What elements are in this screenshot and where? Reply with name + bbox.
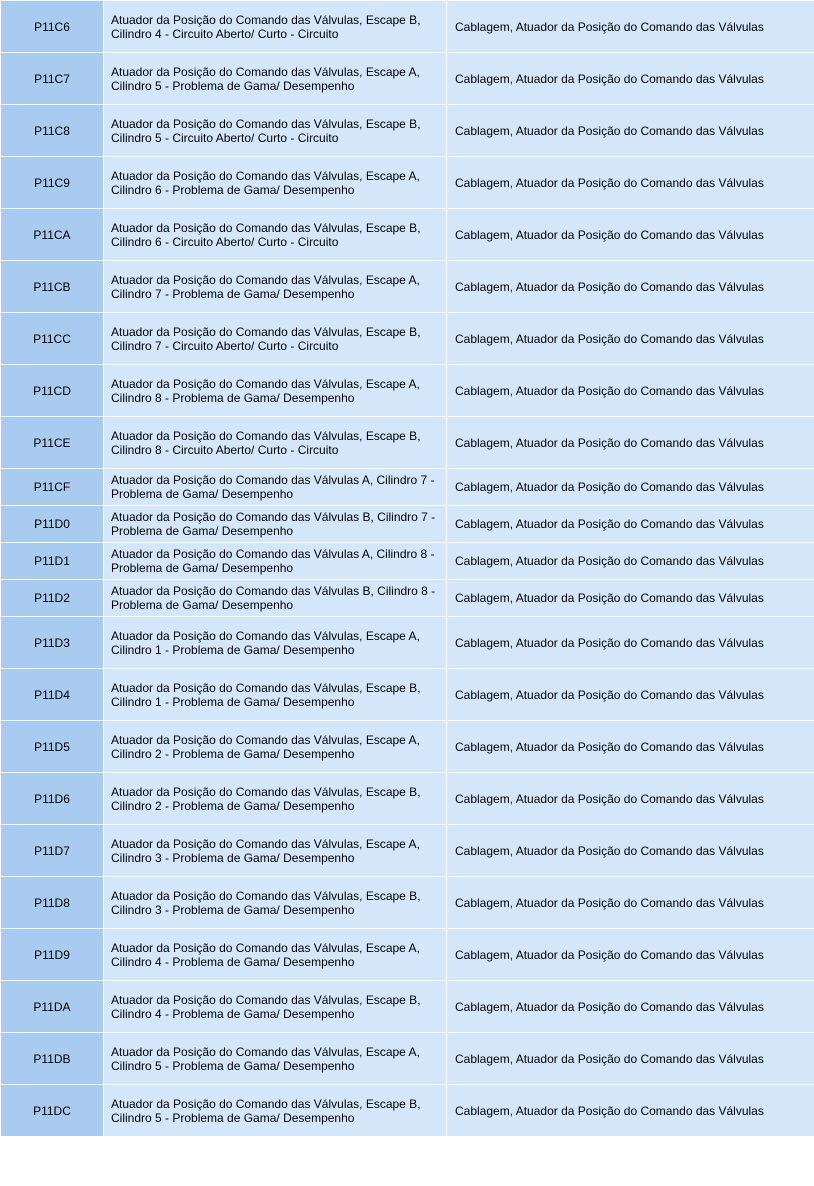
fault-code-cell: P11C8 — [1, 105, 104, 157]
table-row — [1, 580, 814, 617]
probable-cause-cell: Cablagem, Atuador da Posição do Comando das Válvulas — [447, 617, 814, 669]
fault-code-cell: P11CE — [1, 417, 104, 469]
fault-description-cell: Atuador da Posição do Comando das Válvulas, Escape B, Cilindro 7 - Circuito Aberto/ Curto - Circuito — [104, 313, 447, 365]
probable-cause-cell: Cablagem, Atuador da Posição do Comando das Válvulas — [447, 417, 814, 469]
probable-cause-cell: Cablagem, Atuador da Posição do Comando das Válvulas — [447, 543, 814, 580]
fault-description-cell: Atuador da Posição do Comando das Válvulas, Escape A, Cilindro 5 - Problema de Gama/ Desempenho — [104, 53, 447, 105]
table-row — [1, 1033, 814, 1085]
fault-description-cell: Atuador da Posição do Comando das Válvulas, Escape A, Cilindro 2 - Problema de Gama/ Desempenho — [104, 721, 447, 773]
probable-cause-cell: Cablagem, Atuador da Posição do Comando das Válvulas — [447, 105, 814, 157]
fault-description-cell: Atuador da Posição do Comando das Válvulas, Escape B, Cilindro 8 - Circuito Aberto/ Curto - Circuito — [104, 417, 447, 469]
probable-cause-cell: Cablagem, Atuador da Posição do Comando das Válvulas — [447, 469, 814, 506]
fault-description-cell: Atuador da Posição do Comando das Válvulas, Escape A, Cilindro 8 - Problema de Gama/ Desempenho — [104, 365, 447, 417]
table-row — [1, 469, 814, 506]
fault-description-cell: Atuador da Posição do Comando das Válvulas, Escape B, Cilindro 3 - Problema de Gama/ Desempenho — [104, 877, 447, 929]
probable-cause-cell: Cablagem, Atuador da Posição do Comando das Válvulas — [447, 721, 814, 773]
fault-code-cell: P11D4 — [1, 669, 104, 721]
fault-code-cell: P11CB — [1, 261, 104, 313]
fault-code-cell: P11C9 — [1, 157, 104, 209]
probable-cause-cell: Cablagem, Atuador da Posição do Comando das Válvulas — [447, 669, 814, 721]
probable-cause-cell: Cablagem, Atuador da Posição do Comando das Válvulas — [447, 1085, 814, 1137]
probable-cause-cell: Cablagem, Atuador da Posição do Comando das Válvulas — [447, 1033, 814, 1085]
fault-description-cell: Atuador da Posição do Comando das Válvulas, Escape A, Cilindro 3 - Problema de Gama/ Desempenho — [104, 825, 447, 877]
probable-cause-cell: Cablagem, Atuador da Posição do Comando das Válvulas — [447, 981, 814, 1033]
probable-cause-cell: Cablagem, Atuador da Posição do Comando das Válvulas — [447, 506, 814, 543]
fault-description-cell: Atuador da Posição do Comando das Válvulas B, Cilindro 8 - Problema de Gama/ Desempenho — [104, 580, 447, 617]
fault-code-cell: P11DB — [1, 1033, 104, 1085]
table-row — [1, 105, 814, 157]
probable-cause-cell: Cablagem, Atuador da Posição do Comando das Válvulas — [447, 580, 814, 617]
fault-code-cell: P11D2 — [1, 580, 104, 617]
probable-cause-cell: Cablagem, Atuador da Posição do Comando das Válvulas — [447, 157, 814, 209]
dtc-table-body — [1, 1, 814, 1137]
table-row — [1, 543, 814, 580]
fault-code-cell: P11CC — [1, 313, 104, 365]
fault-description-cell: Atuador da Posição do Comando das Válvulas, Escape B, Cilindro 1 - Problema de Gama/ Desempenho — [104, 669, 447, 721]
table-row — [1, 825, 814, 877]
table-row — [1, 981, 814, 1033]
table-row — [1, 1, 814, 53]
table-row — [1, 929, 814, 981]
fault-description-cell: Atuador da Posição do Comando das Válvulas, Escape A, Cilindro 5 - Problema de Gama/ Desempenho — [104, 1033, 447, 1085]
table-row — [1, 773, 814, 825]
fault-code-cell: P11D0 — [1, 506, 104, 543]
fault-description-cell: Atuador da Posição do Comando das Válvulas, Escape B, Cilindro 5 - Circuito Aberto/ Curto - Circuito — [104, 105, 447, 157]
fault-description-cell: Atuador da Posição do Comando das Válvulas, Escape A, Cilindro 6 - Problema de Gama/ Desempenho — [104, 157, 447, 209]
fault-code-cell: P11DC — [1, 1085, 104, 1137]
fault-code-cell: P11D6 — [1, 773, 104, 825]
fault-code-cell: P11D9 — [1, 929, 104, 981]
fault-description-cell: Atuador da Posição do Comando das Válvulas A, Cilindro 8 - Problema de Gama/ Desempenho — [104, 543, 447, 580]
fault-code-cell: P11DA — [1, 981, 104, 1033]
fault-description-cell: Atuador da Posição do Comando das Válvulas B, Cilindro 7 - Problema de Gama/ Desempenho — [104, 506, 447, 543]
table-row — [1, 53, 814, 105]
fault-description-cell: Atuador da Posição do Comando das Válvulas, Escape A, Cilindro 1 - Problema de Gama/ Desempenho — [104, 617, 447, 669]
fault-code-cell: P11D5 — [1, 721, 104, 773]
probable-cause-cell: Cablagem, Atuador da Posição do Comando das Válvulas — [447, 773, 814, 825]
fault-code-cell: P11CD — [1, 365, 104, 417]
probable-cause-cell: Cablagem, Atuador da Posição do Comando das Válvulas — [447, 877, 814, 929]
fault-description-cell: Atuador da Posição do Comando das Válvulas, Escape B, Cilindro 5 - Problema de Gama/ Desempenho — [104, 1085, 447, 1137]
table-row — [1, 365, 814, 417]
table-row — [1, 209, 814, 261]
probable-cause-cell: Cablagem, Atuador da Posição do Comando das Válvulas — [447, 365, 814, 417]
probable-cause-cell: Cablagem, Atuador da Posição do Comando das Válvulas — [447, 825, 814, 877]
fault-code-cell: P11D3 — [1, 617, 104, 669]
table-row — [1, 261, 814, 313]
table-row — [1, 506, 814, 543]
table-row — [1, 417, 814, 469]
fault-code-cell: P11D7 — [1, 825, 104, 877]
fault-description-cell: Atuador da Posição do Comando das Válvulas A, Cilindro 7 - Problema de Gama/ Desempenho — [104, 469, 447, 506]
fault-description-cell: Atuador da Posição do Comando das Válvulas, Escape A, Cilindro 7 - Problema de Gama/ Desempenho — [104, 261, 447, 313]
probable-cause-cell: Cablagem, Atuador da Posição do Comando das Válvulas — [447, 1, 814, 53]
fault-code-cell: P11C7 — [1, 53, 104, 105]
fault-code-cell: P11D1 — [1, 543, 104, 580]
table-row — [1, 617, 814, 669]
probable-cause-cell: Cablagem, Atuador da Posição do Comando das Válvulas — [447, 209, 814, 261]
probable-cause-cell: Cablagem, Atuador da Posição do Comando das Válvulas — [447, 313, 814, 365]
fault-description-cell: Atuador da Posição do Comando das Válvulas, Escape B, Cilindro 2 - Problema de Gama/ Desempenho — [104, 773, 447, 825]
fault-description-cell: Atuador da Posição do Comando das Válvulas, Escape B, Cilindro 6 - Circuito Aberto/ Curto - Circuito — [104, 209, 447, 261]
fault-code-cell: P11CF — [1, 469, 104, 506]
probable-cause-cell: Cablagem, Atuador da Posição do Comando das Válvulas — [447, 53, 814, 105]
table-row — [1, 721, 814, 773]
fault-description-cell: Atuador da Posição do Comando das Válvulas, Escape B, Cilindro 4 - Problema de Gama/ Desempenho — [104, 981, 447, 1033]
probable-cause-cell: Cablagem, Atuador da Posição do Comando das Válvulas — [447, 929, 814, 981]
table-row — [1, 877, 814, 929]
probable-cause-cell: Cablagem, Atuador da Posição do Comando das Válvulas — [447, 261, 814, 313]
fault-description-cell: Atuador da Posição do Comando das Válvulas, Escape B, Cilindro 4 - Circuito Aberto/ Curto - Circuito — [104, 1, 447, 53]
fault-description-cell: Atuador da Posição do Comando das Válvulas, Escape A, Cilindro 4 - Problema de Gama/ Desempenho — [104, 929, 447, 981]
table-row — [1, 313, 814, 365]
table-row — [1, 1085, 814, 1137]
fault-code-cell: P11CA — [1, 209, 104, 261]
table-row — [1, 669, 814, 721]
fault-code-cell: P11C6 — [1, 1, 104, 53]
fault-code-cell: P11D8 — [1, 877, 104, 929]
table-row — [1, 157, 814, 209]
